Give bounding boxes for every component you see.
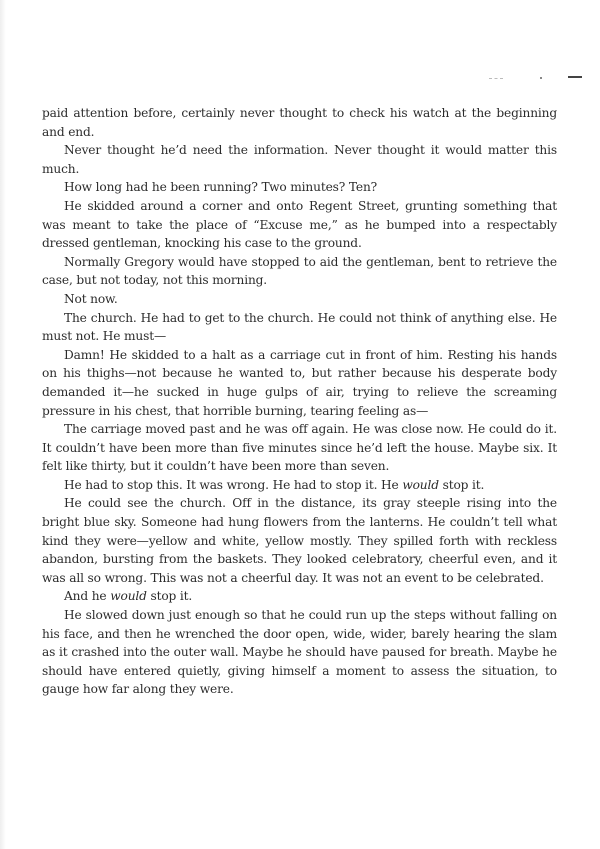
paragraph (42, 476, 557, 495)
paragraph (42, 178, 557, 197)
paragraph (42, 141, 557, 178)
paragraph-text: He skidded around a corner and onto Regent Street, grunting something that was meant to take the place of “Excuse me,” as he bumped into a respectably dressed gentleman, knocking his case to the ground. (42, 198, 557, 251)
paragraph-text: The church. He had to get to the church. He could not think of anything else. He must not. He must— (42, 310, 557, 344)
paragraph (42, 290, 557, 309)
emphasis-text: would (402, 477, 439, 492)
paragraph (42, 197, 557, 253)
paragraph (42, 587, 557, 606)
paragraph-text: The carriage moved past and he was off again. He was close now. He could do it. It couldn’t have been more than five minutes since he’d left the house. Maybe six. It felt like thirty, but it couldn’t have been more than seven. (42, 422, 557, 474)
paragraph-text: He could see the church. Off in the distance, its gray steeple rising into the bright blue sky. Someone had hung flowers from the lanterns. He couldn’t tell what kind they were—yellow and white, yellow mostly. They spilled forth with reckless abandon, bursting from the baskets. They looked celebratory, cheerful even, and it was all so wrong. This was not a cheerful day. It was not an event to be celebrated. (42, 496, 557, 585)
paragraph-text: Never thought he’d need the information. Never thought it would matter this much. (42, 143, 557, 176)
paragraph-text: Not now. (64, 291, 118, 306)
paragraph-text: He slowed down just enough so that he could run up the steps without falling on his face, and then he wrenched the door open, wide, wider, barely hearing the slam as it crashed into the outer wall. Maybe he should have paused for breath. Maybe he should have entered quietly, giving himself a moment to assess the situation, to gauge how far along they were. (42, 608, 557, 697)
paragraph-text: Damn! He skidded to a halt as a carriage cut in front of him. Resting his hands on his thighs—not because he wanted to, but rather because his desperate body demanded it—he sucked in huge gulps of air, trying to relieve the screaming pressure in his chest, that horrible burning, tearing feeling as— (42, 347, 557, 418)
paragraph-text: And he (64, 589, 111, 604)
paragraph-text: He had to stop this. It was wrong. He had to stop it. He (64, 477, 403, 492)
emphasis-text: would (110, 589, 147, 604)
header-marks (0, 76, 600, 82)
header-dot-mark (540, 77, 542, 79)
paragraph (42, 346, 557, 420)
header-line-mark (568, 76, 582, 78)
body-text (42, 104, 557, 699)
paragraph (42, 104, 557, 141)
page-edge-shadow (0, 0, 6, 849)
paragraph-text: Normally Gregory would have stopped to aid the gentleman, bent to retrieve the case, but not today, not this morning. (42, 254, 557, 288)
paragraph (42, 606, 557, 699)
paragraph-text: stop it. (438, 477, 485, 492)
paragraph-text: paid attention before, certainly never thought to check his watch at the beginning and end. (42, 106, 557, 139)
header-dashes-mark (489, 78, 503, 81)
paragraph (42, 420, 557, 476)
paragraph (42, 494, 557, 587)
paragraph-text: stop it. (146, 589, 193, 604)
paragraph (42, 309, 557, 346)
paragraph (42, 253, 557, 290)
paragraph-text: How long had he been running? Two minutes? Ten? (64, 180, 378, 195)
